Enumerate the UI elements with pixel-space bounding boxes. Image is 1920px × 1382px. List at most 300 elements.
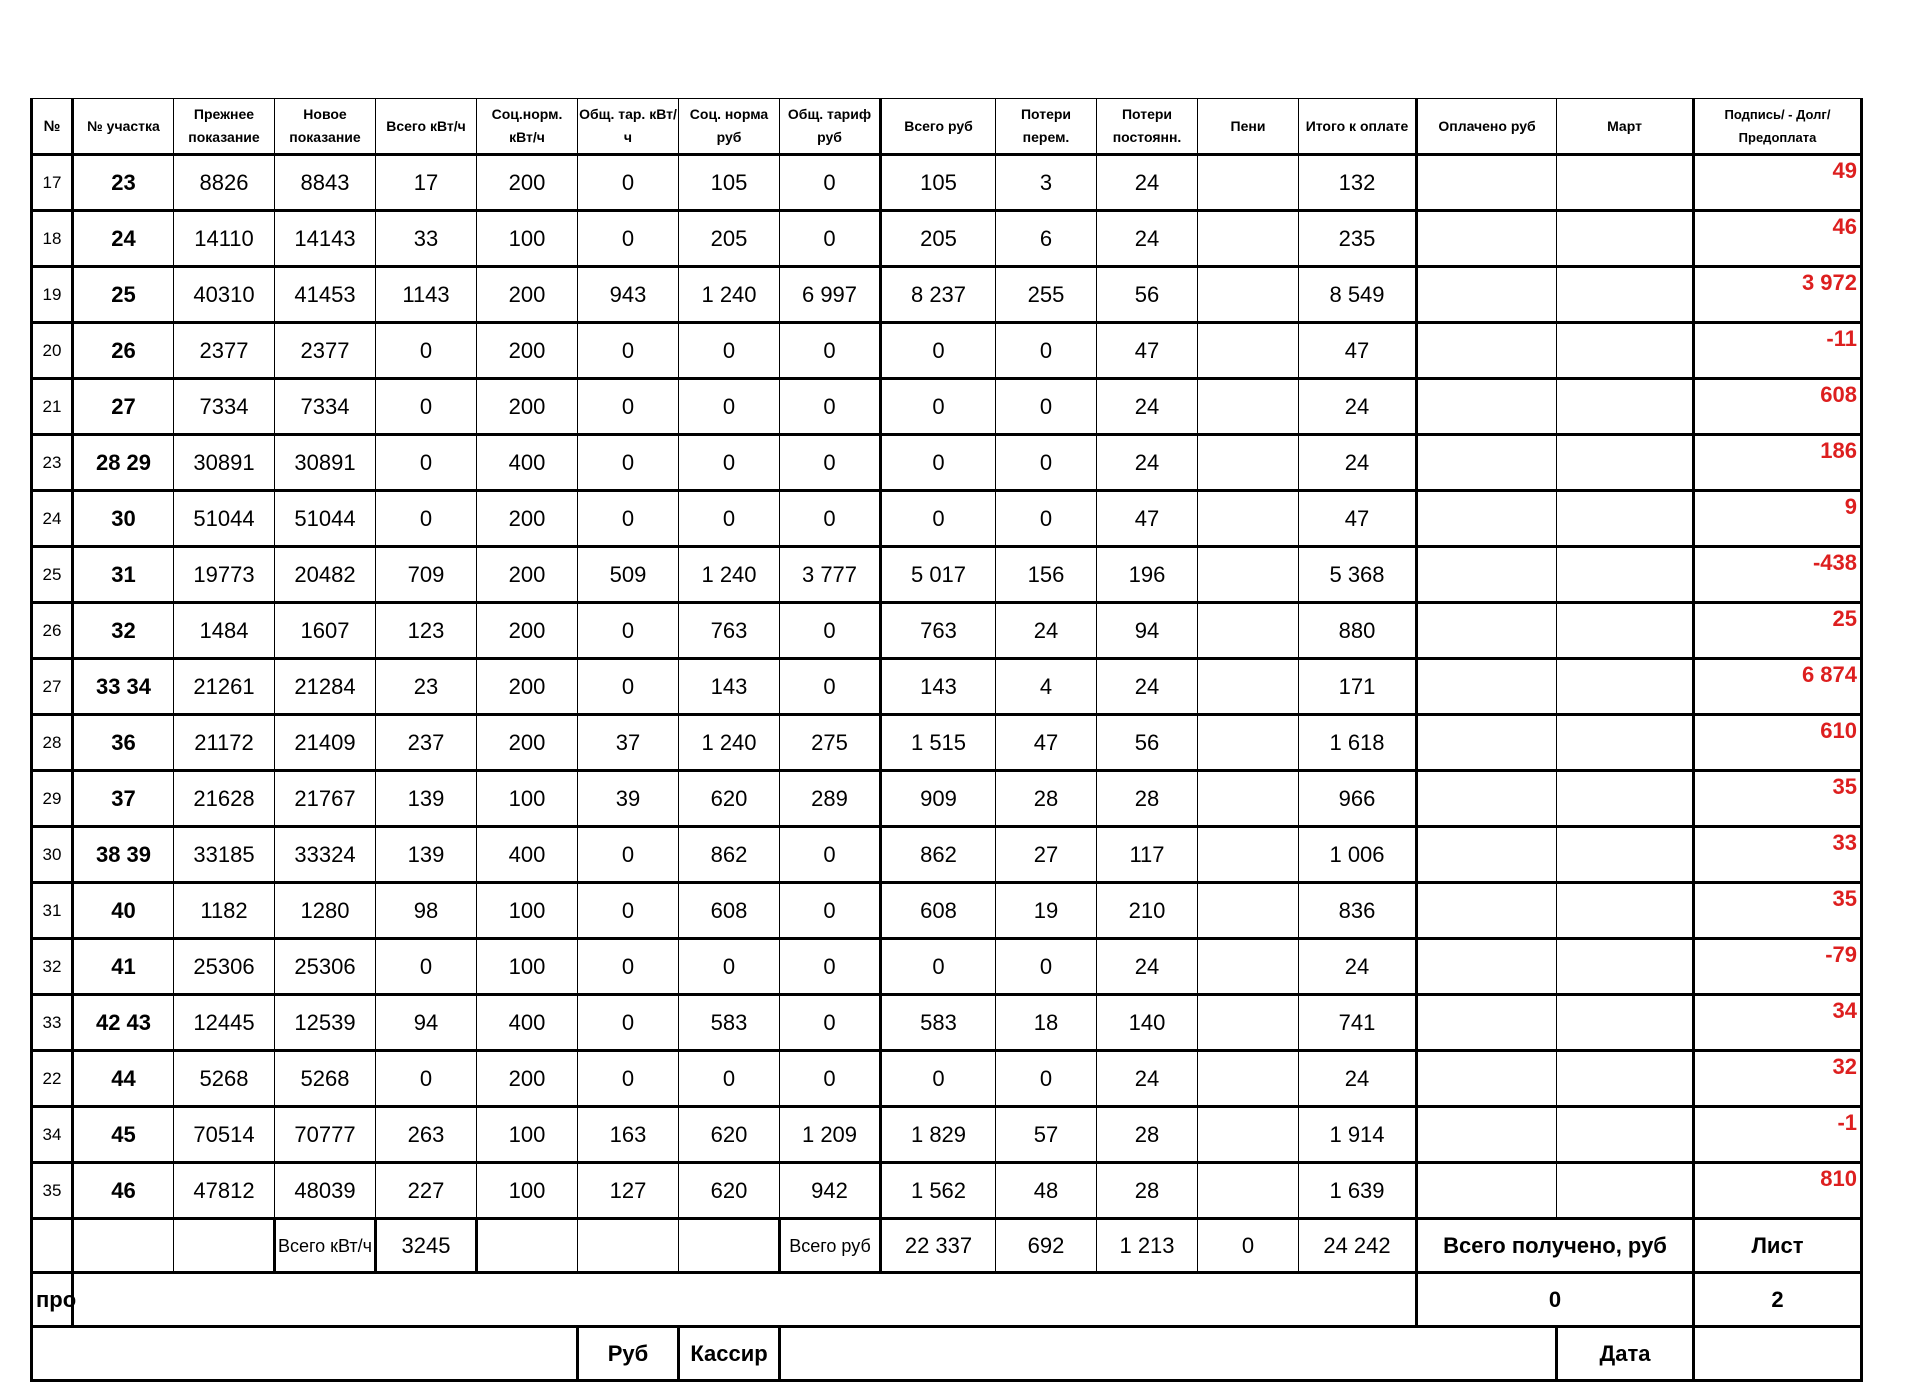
- totals-rub-value: 22 337: [881, 1219, 996, 1273]
- amount-due: 24: [1299, 435, 1417, 491]
- social-kwh: 200: [477, 659, 578, 715]
- loss-constant: 140: [1097, 995, 1198, 1051]
- march-field: [1557, 603, 1694, 659]
- general-rub: 942: [780, 1163, 881, 1219]
- loss-constant: 24: [1097, 379, 1198, 435]
- plot-number: 44: [73, 1051, 174, 1107]
- social-kwh: 200: [477, 1051, 578, 1107]
- prev-reading: 40310: [174, 267, 275, 323]
- paid-field: [1417, 603, 1557, 659]
- table-row: [32, 1051, 1862, 1107]
- prev-reading: 19773: [174, 547, 275, 603]
- loss-constant: 24: [1097, 659, 1198, 715]
- debt-prepayment: 9: [1694, 491, 1862, 547]
- total-rub: 205: [881, 211, 996, 267]
- header-no: №: [32, 99, 73, 155]
- penalty: [1198, 939, 1299, 995]
- total-kwh: 23: [376, 659, 477, 715]
- header-row: [32, 99, 1862, 155]
- loss-variable: 255: [996, 267, 1097, 323]
- row-number: 35: [32, 1163, 73, 1219]
- social-kwh: 100: [477, 1163, 578, 1219]
- general-rub: 0: [780, 323, 881, 379]
- total-rub: 105: [881, 155, 996, 211]
- total-rub: 763: [881, 603, 996, 659]
- social-kwh: 200: [477, 155, 578, 211]
- prev-reading: 5268: [174, 1051, 275, 1107]
- penalty: [1198, 491, 1299, 547]
- new-reading: 30891: [275, 435, 376, 491]
- total-rub: 608: [881, 883, 996, 939]
- loss-constant: 28: [1097, 1163, 1198, 1219]
- plot-number: 33 34: [73, 659, 174, 715]
- penalty: [1198, 603, 1299, 659]
- plot-number: 32: [73, 603, 174, 659]
- general-rub: 0: [780, 491, 881, 547]
- plot-number: 24: [73, 211, 174, 267]
- paid-field: [1417, 379, 1557, 435]
- social-kwh: 400: [477, 995, 578, 1051]
- loss-variable: 0: [996, 379, 1097, 435]
- total-kwh: 139: [376, 771, 477, 827]
- general-rub: 0: [780, 1051, 881, 1107]
- debt-prepayment: 3 972: [1694, 267, 1862, 323]
- total-kwh: 0: [376, 939, 477, 995]
- totals-loss-constant: 1 213: [1097, 1219, 1198, 1273]
- loss-variable: 4: [996, 659, 1097, 715]
- payment-row: [32, 1327, 1862, 1381]
- amount-due: 24: [1299, 939, 1417, 995]
- march-field: [1557, 379, 1694, 435]
- loss-variable: 0: [996, 939, 1097, 995]
- general-kwh: 0: [578, 603, 679, 659]
- electricity-billing-table: [30, 98, 1863, 1382]
- loss-variable: 48: [996, 1163, 1097, 1219]
- social-rub: 0: [679, 491, 780, 547]
- loss-variable: 3: [996, 155, 1097, 211]
- prev-reading: 47812: [174, 1163, 275, 1219]
- paid-field: [1417, 323, 1557, 379]
- table-row: [32, 827, 1862, 883]
- march-field: [1557, 939, 1694, 995]
- loss-constant: 210: [1097, 883, 1198, 939]
- loss-constant: 24: [1097, 155, 1198, 211]
- loss-constant: 24: [1097, 435, 1198, 491]
- total-kwh: 227: [376, 1163, 477, 1219]
- new-reading: 14143: [275, 211, 376, 267]
- date-label: Дата: [1557, 1327, 1694, 1381]
- social-rub: 620: [679, 771, 780, 827]
- march-field: [1557, 155, 1694, 211]
- general-rub: 6 997: [780, 267, 881, 323]
- loss-constant: 28: [1097, 771, 1198, 827]
- table-row: [32, 155, 1862, 211]
- paid-field: [1417, 771, 1557, 827]
- general-kwh: 37: [578, 715, 679, 771]
- note-row: [32, 1273, 1862, 1327]
- social-kwh: 400: [477, 435, 578, 491]
- general-rub: 0: [780, 939, 881, 995]
- general-kwh: 0: [578, 827, 679, 883]
- plot-number: 40: [73, 883, 174, 939]
- table-row: [32, 323, 1862, 379]
- new-reading: 33324: [275, 827, 376, 883]
- paid-field: [1417, 995, 1557, 1051]
- table-row: [32, 659, 1862, 715]
- new-reading: 70777: [275, 1107, 376, 1163]
- loss-variable: 0: [996, 435, 1097, 491]
- general-kwh: 163: [578, 1107, 679, 1163]
- row-number: 17: [32, 155, 73, 211]
- payment-blank: [32, 1327, 578, 1381]
- plot-number: 38 39: [73, 827, 174, 883]
- total-kwh: 0: [376, 491, 477, 547]
- general-rub: 0: [780, 435, 881, 491]
- total-kwh: 98: [376, 883, 477, 939]
- social-kwh: 100: [477, 771, 578, 827]
- row-number: 21: [32, 379, 73, 435]
- general-kwh: 0: [578, 491, 679, 547]
- amount-due: 1 006: [1299, 827, 1417, 883]
- note-label: про: [32, 1273, 73, 1327]
- debt-prepayment: 33: [1694, 827, 1862, 883]
- plot-number: 36: [73, 715, 174, 771]
- total-rub: 5 017: [881, 547, 996, 603]
- prev-reading: 30891: [174, 435, 275, 491]
- social-rub: 1 240: [679, 547, 780, 603]
- header-penalty: Пени: [1198, 99, 1299, 155]
- note-field: [73, 1273, 1417, 1327]
- table-row: [32, 1107, 1862, 1163]
- general-rub: 0: [780, 155, 881, 211]
- general-rub: 0: [780, 659, 881, 715]
- social-kwh: 200: [477, 715, 578, 771]
- social-rub: 763: [679, 603, 780, 659]
- prev-reading: 25306: [174, 939, 275, 995]
- paid-field: [1417, 491, 1557, 547]
- header-general-kwh: Общ. тар. кВт/ч: [578, 99, 679, 155]
- loss-variable: 0: [996, 1051, 1097, 1107]
- row-number: 31: [32, 883, 73, 939]
- plot-number: 37: [73, 771, 174, 827]
- total-rub: 0: [881, 1051, 996, 1107]
- total-rub: 1 562: [881, 1163, 996, 1219]
- cashier-label: Кассир: [679, 1327, 780, 1381]
- loss-variable: 24: [996, 603, 1097, 659]
- prev-reading: 8826: [174, 155, 275, 211]
- march-field: [1557, 491, 1694, 547]
- total-kwh: 237: [376, 715, 477, 771]
- loss-constant: 47: [1097, 323, 1198, 379]
- general-kwh: 0: [578, 939, 679, 995]
- header-prev-reading: Прежнее показание: [174, 99, 275, 155]
- prev-reading: 2377: [174, 323, 275, 379]
- amount-due: 1 914: [1299, 1107, 1417, 1163]
- prev-reading: 70514: [174, 1107, 275, 1163]
- prev-reading: 51044: [174, 491, 275, 547]
- general-rub: 0: [780, 883, 881, 939]
- total-kwh: 17: [376, 155, 477, 211]
- general-kwh: 0: [578, 883, 679, 939]
- loss-variable: 57: [996, 1107, 1097, 1163]
- plot-number: 31: [73, 547, 174, 603]
- total-kwh: 263: [376, 1107, 477, 1163]
- penalty: [1198, 771, 1299, 827]
- general-kwh: 0: [578, 211, 679, 267]
- loss-constant: 196: [1097, 547, 1198, 603]
- loss-constant: 56: [1097, 715, 1198, 771]
- table-row: [32, 995, 1862, 1051]
- header-general-rub: Общ. тариф руб: [780, 99, 881, 155]
- total-rub: 0: [881, 435, 996, 491]
- debt-prepayment: 608: [1694, 379, 1862, 435]
- social-rub: 0: [679, 1051, 780, 1107]
- totals-kwh-label: Всего кВт/ч: [275, 1219, 376, 1273]
- paid-field: [1417, 547, 1557, 603]
- new-reading: 12539: [275, 995, 376, 1051]
- prev-reading: 12445: [174, 995, 275, 1051]
- totals-empty: [73, 1219, 174, 1273]
- debt-prepayment: 810: [1694, 1163, 1862, 1219]
- header-new-reading: Новое показание: [275, 99, 376, 155]
- debt-prepayment: 34: [1694, 995, 1862, 1051]
- social-rub: 862: [679, 827, 780, 883]
- social-kwh: 100: [477, 883, 578, 939]
- row-number: 33: [32, 995, 73, 1051]
- table-row: [32, 491, 1862, 547]
- paid-field: [1417, 211, 1557, 267]
- social-rub: 205: [679, 211, 780, 267]
- total-kwh: 1143: [376, 267, 477, 323]
- table-row: [32, 379, 1862, 435]
- total-kwh: 139: [376, 827, 477, 883]
- table-row: [32, 939, 1862, 995]
- row-number: 28: [32, 715, 73, 771]
- debt-prepayment: 6 874: [1694, 659, 1862, 715]
- loss-variable: 47: [996, 715, 1097, 771]
- total-rub: 1 515: [881, 715, 996, 771]
- general-kwh: 0: [578, 1051, 679, 1107]
- march-field: [1557, 995, 1694, 1051]
- header-social-rub: Соц. норма руб: [679, 99, 780, 155]
- debt-prepayment: 610: [1694, 715, 1862, 771]
- total-kwh: 0: [376, 1051, 477, 1107]
- header-plot: № участка: [73, 99, 174, 155]
- debt-prepayment: 35: [1694, 771, 1862, 827]
- social-rub: 1 240: [679, 715, 780, 771]
- amount-due: 24: [1299, 1051, 1417, 1107]
- totals-penalty: 0: [1198, 1219, 1299, 1273]
- social-kwh: 200: [477, 491, 578, 547]
- total-rub: 0: [881, 379, 996, 435]
- march-field: [1557, 435, 1694, 491]
- social-rub: 0: [679, 323, 780, 379]
- penalty: [1198, 547, 1299, 603]
- general-kwh: 0: [578, 323, 679, 379]
- social-rub: 143: [679, 659, 780, 715]
- general-rub: 0: [780, 211, 881, 267]
- totals-empty: [578, 1219, 679, 1273]
- amount-due: 8 549: [1299, 267, 1417, 323]
- new-reading: 7334: [275, 379, 376, 435]
- totals-kwh-value: 3245: [376, 1219, 477, 1273]
- general-rub: 1 209: [780, 1107, 881, 1163]
- prev-reading: 1484: [174, 603, 275, 659]
- plot-number: 30: [73, 491, 174, 547]
- totals-empty: [477, 1219, 578, 1273]
- paid-field: [1417, 659, 1557, 715]
- march-field: [1557, 883, 1694, 939]
- general-rub: 289: [780, 771, 881, 827]
- sheet-label: Лист: [1694, 1219, 1862, 1273]
- paid-field: [1417, 155, 1557, 211]
- header-signature: Подпись/ - Долг/Предоплата: [1694, 99, 1862, 155]
- penalty: [1198, 715, 1299, 771]
- general-kwh: 127: [578, 1163, 679, 1219]
- prev-reading: 21628: [174, 771, 275, 827]
- amount-due: 880: [1299, 603, 1417, 659]
- total-kwh: 0: [376, 323, 477, 379]
- table-row: [32, 1163, 1862, 1219]
- row-number: 29: [32, 771, 73, 827]
- row-number: 24: [32, 491, 73, 547]
- loss-constant: 24: [1097, 939, 1198, 995]
- table-row: [32, 715, 1862, 771]
- table-row: [32, 547, 1862, 603]
- new-reading: 5268: [275, 1051, 376, 1107]
- loss-variable: 6: [996, 211, 1097, 267]
- prev-reading: 21261: [174, 659, 275, 715]
- plot-number: 26: [73, 323, 174, 379]
- march-field: [1557, 1051, 1694, 1107]
- loss-constant: 24: [1097, 1051, 1198, 1107]
- sheet-number: 2: [1694, 1273, 1862, 1327]
- plot-number: 23: [73, 155, 174, 211]
- header-amount-due: Итого к оплате: [1299, 99, 1417, 155]
- march-field: [1557, 827, 1694, 883]
- loss-variable: 0: [996, 323, 1097, 379]
- header-loss-constant: Потери постоянн.: [1097, 99, 1198, 155]
- plot-number: 41: [73, 939, 174, 995]
- table-row: [32, 435, 1862, 491]
- amount-due: 235: [1299, 211, 1417, 267]
- total-kwh: 33: [376, 211, 477, 267]
- table-row: [32, 771, 1862, 827]
- general-kwh: 943: [578, 267, 679, 323]
- general-kwh: 0: [578, 435, 679, 491]
- loss-variable: 0: [996, 491, 1097, 547]
- amount-due: 836: [1299, 883, 1417, 939]
- table-row: [32, 883, 1862, 939]
- paid-field: [1417, 883, 1557, 939]
- paid-field: [1417, 267, 1557, 323]
- new-reading: 21284: [275, 659, 376, 715]
- social-kwh: 100: [477, 1107, 578, 1163]
- total-rub: 143: [881, 659, 996, 715]
- debt-prepayment: 25: [1694, 603, 1862, 659]
- rub-label: Руб: [578, 1327, 679, 1381]
- row-number: 30: [32, 827, 73, 883]
- row-number: 20: [32, 323, 73, 379]
- paid-field: [1417, 939, 1557, 995]
- row-number: 22: [32, 1051, 73, 1107]
- debt-prepayment: -1: [1694, 1107, 1862, 1163]
- penalty: [1198, 995, 1299, 1051]
- amount-due: 1 639: [1299, 1163, 1417, 1219]
- row-number: 32: [32, 939, 73, 995]
- penalty: [1198, 155, 1299, 211]
- penalty: [1198, 1163, 1299, 1219]
- march-field: [1557, 211, 1694, 267]
- march-field: [1557, 1107, 1694, 1163]
- date-field: [1694, 1327, 1862, 1381]
- social-kwh: 200: [477, 603, 578, 659]
- debt-prepayment: 32: [1694, 1051, 1862, 1107]
- prev-reading: 1182: [174, 883, 275, 939]
- penalty: [1198, 1107, 1299, 1163]
- penalty: [1198, 827, 1299, 883]
- total-kwh: 94: [376, 995, 477, 1051]
- penalty: [1198, 883, 1299, 939]
- social-rub: 620: [679, 1107, 780, 1163]
- plot-number: 45: [73, 1107, 174, 1163]
- march-field: [1557, 715, 1694, 771]
- general-rub: 0: [780, 995, 881, 1051]
- received-total: 0: [1417, 1273, 1694, 1327]
- row-number: 18: [32, 211, 73, 267]
- paid-field: [1417, 435, 1557, 491]
- loss-constant: 28: [1097, 1107, 1198, 1163]
- totals-empty: [32, 1219, 73, 1273]
- header-march: Март: [1557, 99, 1694, 155]
- social-rub: 0: [679, 435, 780, 491]
- loss-constant: 47: [1097, 491, 1198, 547]
- prev-reading: 21172: [174, 715, 275, 771]
- total-rub: 0: [881, 939, 996, 995]
- cashier-field: [780, 1327, 1557, 1381]
- totals-empty: [174, 1219, 275, 1273]
- paid-field: [1417, 1107, 1557, 1163]
- social-rub: 583: [679, 995, 780, 1051]
- header-social-kwh: Соц.норм. кВт/ч: [477, 99, 578, 155]
- total-rub: 583: [881, 995, 996, 1051]
- penalty: [1198, 1051, 1299, 1107]
- general-rub: 0: [780, 379, 881, 435]
- header-total-rub: Всего руб: [881, 99, 996, 155]
- new-reading: 1607: [275, 603, 376, 659]
- penalty: [1198, 379, 1299, 435]
- social-rub: 620: [679, 1163, 780, 1219]
- general-kwh: 0: [578, 155, 679, 211]
- general-kwh: 509: [578, 547, 679, 603]
- prev-reading: 14110: [174, 211, 275, 267]
- penalty: [1198, 435, 1299, 491]
- loss-variable: 18: [996, 995, 1097, 1051]
- new-reading: 21409: [275, 715, 376, 771]
- row-number: 25: [32, 547, 73, 603]
- social-kwh: 100: [477, 211, 578, 267]
- table-row: [32, 603, 1862, 659]
- total-rub: 862: [881, 827, 996, 883]
- paid-field: [1417, 715, 1557, 771]
- march-field: [1557, 659, 1694, 715]
- march-field: [1557, 267, 1694, 323]
- march-field: [1557, 771, 1694, 827]
- totals-amount-due: 24 242: [1299, 1219, 1417, 1273]
- loss-constant: 56: [1097, 267, 1198, 323]
- plot-number: 28 29: [73, 435, 174, 491]
- debt-prepayment: -438: [1694, 547, 1862, 603]
